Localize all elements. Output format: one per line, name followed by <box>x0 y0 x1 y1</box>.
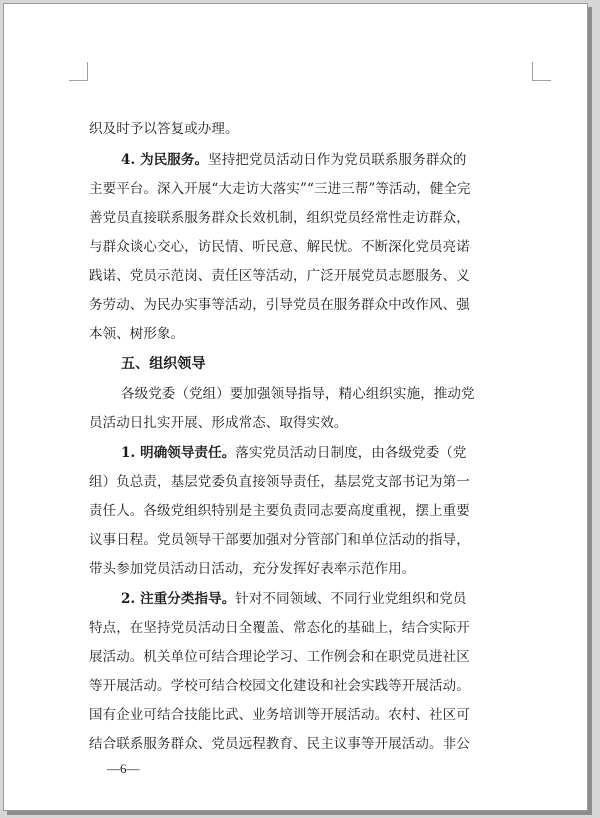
line-text: 落实党员活动日制度，由各级党委（党 <box>235 445 467 461</box>
crop-mark-top-left <box>69 62 88 81</box>
line-text: 针对不同领域、不同行业党组织和党员 <box>235 591 467 607</box>
line-text: 国有企业可结合技能比武、业务培训等开展活动。农村、社区可 <box>89 707 470 723</box>
text-line <box>121 440 467 466</box>
line-text: 织及时予以答复或办理。 <box>89 121 239 137</box>
text-line <box>89 702 470 728</box>
text-line <box>89 176 471 202</box>
text-line <box>89 527 470 553</box>
section-lead: 2. 注重分类指导。 <box>121 591 236 607</box>
text-line <box>89 234 470 260</box>
text-line <box>89 116 239 142</box>
line-text: 各级党委（党组）要加强领导指导，精心组织实施，推动党 <box>121 386 475 402</box>
line-text: 主要平台。深入开展“大走访大落实”“三进三帮”等活动，健全完 <box>89 181 471 197</box>
text-line <box>89 731 470 757</box>
text-line <box>121 381 475 407</box>
section-lead: 1. 明确领导责任。 <box>121 445 236 461</box>
text-line <box>89 556 415 582</box>
heading-text: 五、组织领导 <box>121 356 206 372</box>
text-line <box>89 673 470 699</box>
line-text: 践诺、党员示范岗、责任区等活动，广泛开展党员志愿服务、义 <box>89 268 470 284</box>
line-text: 带头参加党员活动日活动，充分发挥好表率示范作用。 <box>89 561 416 577</box>
text-line <box>121 147 467 173</box>
line-text: 员活动日扎实开展、形成常态、取得实效。 <box>89 415 348 431</box>
line-text: 结合联系服务群众、党员远程教育、民主议事等开展活动。非公 <box>89 736 470 752</box>
line-text: 展活动。机关单位可结合理论学习、工作例会和在职党员进社区 <box>89 649 470 665</box>
text-line <box>89 410 347 436</box>
line-text: 组）负总责，基层党委负直接领导责任，基层党支部书记为第一 <box>89 474 470 490</box>
text-line <box>89 644 470 670</box>
section-heading <box>121 351 206 377</box>
text-line <box>89 205 470 231</box>
crop-mark-top-right <box>532 62 551 81</box>
line-text: 坚持把党员活动日作为党员联系服务群众的 <box>208 152 467 168</box>
line-text: 等开展活动。学校可结合校园文化建设和社会实践等开展活动。 <box>89 678 470 694</box>
line-text: 务劳动、为民办实事等活动，引导党员在服务群众中改作风、强 <box>89 297 470 313</box>
document-page <box>3 3 588 811</box>
line-text: 特点，在坚持党员活动日全覆盖、常态化的基础上，结合实际开 <box>89 620 470 636</box>
text-line <box>89 292 470 318</box>
text-line <box>121 586 467 612</box>
line-text: 责任人。各级党组织特别是主要负责同志要高度重视，摆上重要 <box>89 503 470 519</box>
line-text: 善党员直接联系服务群众长效机制，组织党员经常性走访群众， <box>89 210 470 226</box>
line-text: 本领、树形象。 <box>89 326 185 342</box>
page-number: —6— <box>107 761 140 776</box>
text-line <box>89 469 470 495</box>
line-text: 议事日程。党员领导干部要加强对分管部门和单位活动的指导， <box>89 532 470 548</box>
text-line <box>89 321 184 347</box>
text-line <box>89 498 470 524</box>
section-lead: 4. 为民服务。 <box>121 152 209 168</box>
text-line <box>89 263 470 289</box>
line-text: 与群众谈心交心，访民情、听民意、解民忧。不断深化党员亮诺 <box>89 239 470 255</box>
text-line <box>89 615 470 641</box>
